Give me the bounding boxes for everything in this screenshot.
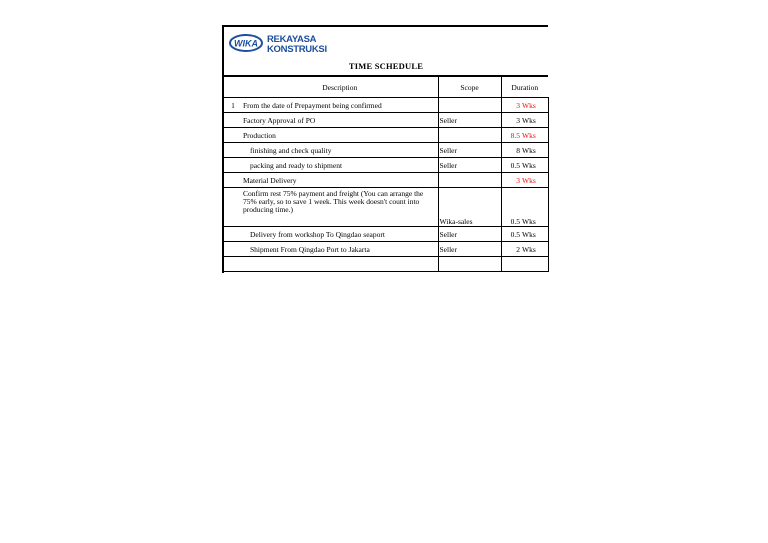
table-row [224, 188, 548, 227]
cell-description: From the date of Prepayment being confirmed [242, 98, 438, 113]
cell-description: Shipment From Qingdao Port to Jakarta [242, 242, 438, 257]
cell-no [224, 173, 242, 188]
cell-duration-unit: Wks [521, 98, 548, 113]
cell-description: Material Delivery [242, 173, 438, 188]
table-row [224, 227, 548, 242]
cell-duration-unit: Wks [521, 143, 548, 158]
table-row [224, 113, 548, 128]
table-row [224, 158, 548, 173]
cell-duration-value: 3 [501, 98, 521, 113]
spreadsheet-sheet [222, 25, 548, 273]
cell-no [224, 242, 242, 257]
table-row [224, 242, 548, 257]
cell-scope [438, 98, 501, 113]
cell-scope: Seller [438, 158, 501, 173]
company-name-line2: KONSTRUKSI [267, 44, 327, 55]
cell-scope [438, 173, 501, 188]
document-title: TIME SCHEDULE [348, 61, 424, 71]
cell-description: Factory Approval of PO [242, 113, 438, 128]
cell-no [224, 227, 242, 242]
company-logo [229, 34, 327, 56]
cell-description: packing and ready to shipment [242, 158, 438, 173]
cell-description: Production [242, 128, 438, 143]
cell-description: Confirm rest 75% payment and freight (You can arrange the 75% early, so to save 1 week. This week doesn't count into producing time.) [242, 188, 438, 227]
cell-duration-value: 3 [501, 173, 521, 188]
cell-no [224, 188, 242, 227]
cell-no [224, 128, 242, 143]
cell-scope [438, 128, 501, 143]
table-header-row [224, 76, 548, 98]
cell-duration-value: 8.5 [501, 128, 521, 143]
cell-scope: Seller [438, 113, 501, 128]
table-row-empty [224, 257, 548, 272]
table-row [224, 128, 548, 143]
schedule-table [224, 75, 549, 278]
cell-description: finishing and check quality [242, 143, 438, 158]
wika-logo-icon [229, 34, 263, 52]
svg-text:WIKA: WIKA [234, 38, 258, 49]
table-row [224, 98, 548, 113]
table-row-spacer [224, 272, 548, 279]
table-row [224, 143, 548, 158]
cell-duration-unit: Wks [521, 173, 548, 188]
cell-duration-value: 0.5 [501, 188, 521, 227]
cell-duration-unit: Wks [521, 158, 548, 173]
cell-no [224, 113, 242, 128]
cell-duration-value: 8 [501, 143, 521, 158]
cell-scope: Seller [438, 227, 501, 242]
cell-no: 1 [224, 98, 242, 113]
company-name-line1: REKAYASA [267, 34, 317, 45]
header-description: Description [242, 76, 438, 98]
cell-duration-unit: Wks [521, 113, 548, 128]
cell-duration-value: 0.5 [501, 227, 521, 242]
cell-duration-unit: Wks [521, 242, 548, 257]
cell-scope: Wika-sales [438, 188, 501, 227]
header-scope: Scope [438, 76, 501, 98]
cell-duration-unit: Wks [521, 227, 548, 242]
cell-no [224, 158, 242, 173]
cell-duration-unit: Wks [521, 188, 548, 227]
cell-no [224, 143, 242, 158]
cell-duration-value: 2 [501, 242, 521, 257]
cell-duration-value: 3 [501, 113, 521, 128]
cell-duration-unit: Wks [521, 128, 548, 143]
table-row [224, 173, 548, 188]
header-duration: Duration [501, 76, 548, 98]
cell-scope: Seller [438, 242, 501, 257]
cell-duration-value: 0.5 [501, 158, 521, 173]
cell-description: Delivery from workshop To Qingdao seaport [242, 227, 438, 242]
cell-scope: Seller [438, 143, 501, 158]
